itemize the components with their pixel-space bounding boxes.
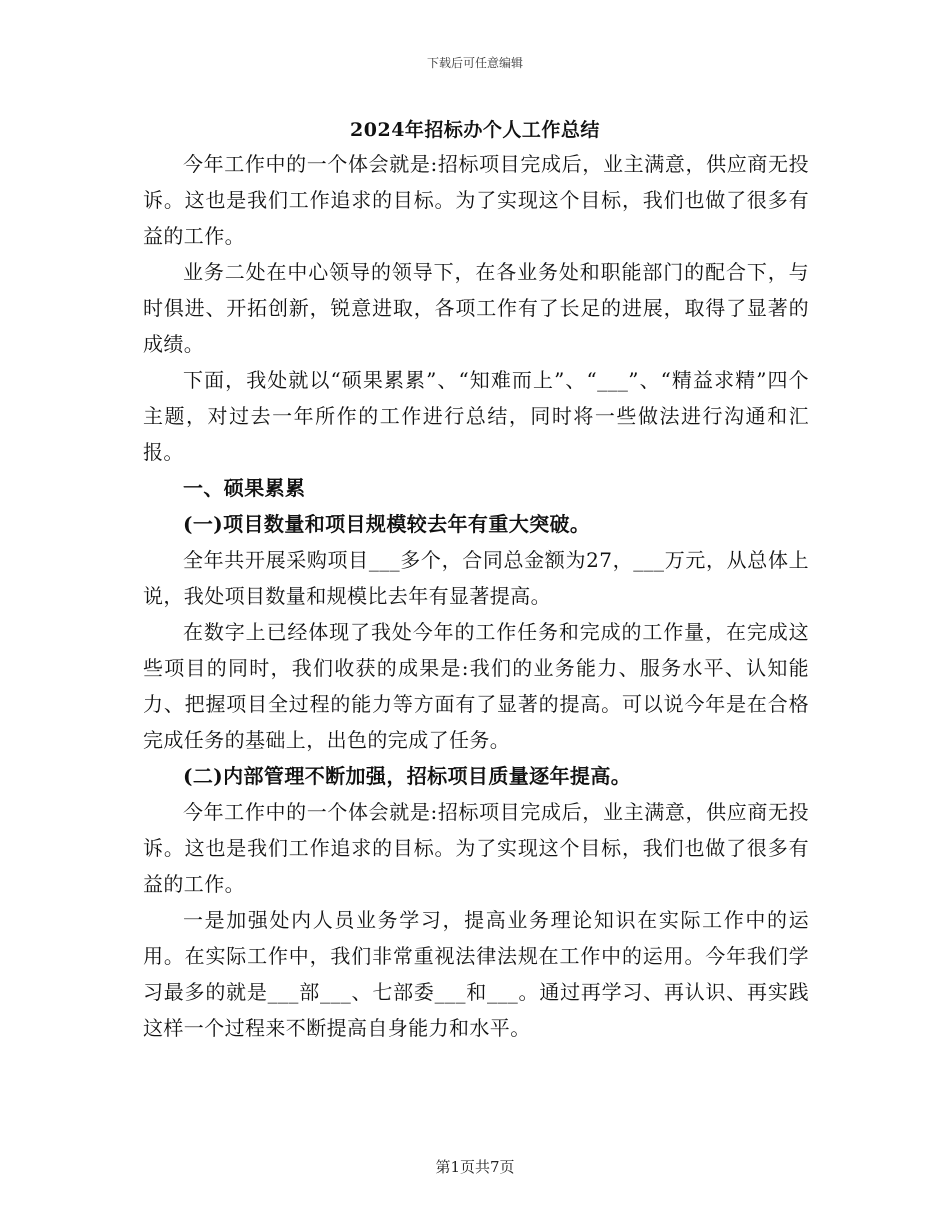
paragraph-intro-2: 业务二处在中心领导的领导下，在各业务处和职能部门的配合下，与时俱进、开拓创新，锐意进取，各项工作有了长足的进展，取得了显著的成绩。 [143,260,809,356]
paragraph-projects: 全年共开展采购项目___多个，合同总金额为27，___万元，从总体上说，我处项目数量和规模比去年有显著提高。 [143,548,809,608]
page-number-footer: 第1页共7页 [435,1158,515,1176]
paragraph-achievements: 在数字上已经体现了我处今年的工作任务和完成的工作量，在完成这些项目的同时，我们收获的成果是:我们的业务能力、服务水平、认知能力、把握项目全过程的能力等方面有了显著的提高。可以说今年是在合格完成任务的基础上，出色的完成了任务。 [143,620,809,752]
header-note: 下载后可任意编辑 [426,56,523,70]
document-body [143,146,809,1046]
document-title: 2024年招标办个人工作总结 [350,119,600,141]
section-heading-1: 一、硕果累累 [183,476,306,500]
paragraph-intro-3: 下面，我处就以“硕果累累”、“知难而上”、“___”、“精益求精”四个主题，对过去一年所作的工作进行总结，同时将一些做法进行沟通和汇报。 [143,368,809,464]
paragraph-goal: 今年工作中的一个体会就是:招标项目完成后，业主满意，供应商无投诉。这也是我们工作追求的目标。为了实现这个目标，我们也做了很多有益的工作。 [143,800,809,896]
paragraph-intro-1: 今年工作中的一个体会就是:招标项目完成后，业主满意，供应商无投诉。这也是我们工作追求的目标。为了实现这个目标，我们也做了很多有益的工作。 [143,152,809,248]
subsection-heading-1: (一)项目数量和项目规模较去年有重大突破。 [183,512,591,536]
paragraph-study: 一是加强处内人员业务学习，提高业务理论知识在实际工作中的运用。在实际工作中，我们非常重视法律法规在工作中的运用。今年我们学习最多的就是___部___、七部委___和___。通过再学习、再认识、再实践这样一个过程来不断提高自身能力和水平。 [143,908,809,1040]
subsection-heading-2: (二)内部管理不断加强，招标项目质量逐年提高。 [183,764,632,788]
